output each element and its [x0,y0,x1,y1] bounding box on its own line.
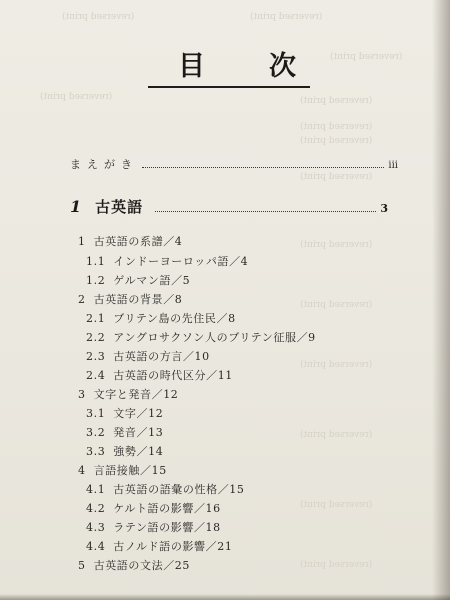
binding-shadow [432,0,450,600]
subsection-title: ゲルマン語／5 [113,274,191,287]
subsection-number: 4.1 [86,483,106,496]
subsection-number: 3.1 [86,407,106,420]
toc-preface [70,156,398,172]
subsection-number: 4.2 [86,502,106,515]
page-title [178,44,296,83]
subsection-number: 2.2 [86,331,106,344]
subsection-number: 2.1 [86,312,106,325]
toc-section [78,462,167,478]
toc-subsection [86,405,163,421]
toc-subsection [86,500,221,516]
toc-subsection [86,424,163,440]
section-title: 古英語の系譜／4 [93,235,183,248]
section-title: 言語接触／15 [93,464,167,477]
section-number: 1 [78,235,86,248]
toc-chapter [70,196,388,217]
preface-page: iii [388,160,398,171]
toc-section [78,291,182,307]
section-number: 5 [78,559,86,572]
toc-section [78,386,178,402]
chapter-number: 1 [70,197,82,216]
subsection-number: 2.4 [86,369,106,382]
toc-subsection [86,329,316,345]
subsection-title: ケルト語の影響／16 [113,502,221,515]
subsection-title: 古英語の時代区分／11 [113,369,233,382]
toc-subsection [86,348,210,364]
leader-dots [155,210,376,212]
subsection-number: 1.2 [86,274,106,287]
leader-dots [142,166,384,168]
subsection-title: アングロサクソン人のブリテン征服／9 [113,331,316,344]
section-number: 3 [78,388,86,401]
toc-subsection [86,367,233,383]
toc-subsection [86,443,163,459]
toc-section [78,557,190,573]
subsection-title: 古英語の語彙の性格／15 [113,483,245,496]
subsection-title: 強勢／14 [113,445,164,458]
subsection-title: 文字／12 [113,407,164,420]
section-title: 文字と発音／12 [93,388,179,401]
toc-subsection [86,253,248,269]
toc-subsection [86,519,221,535]
toc-subsection [86,310,236,326]
title-underline [148,86,310,88]
subsection-title: ブリテン島の先住民／8 [113,312,236,325]
subsection-number: 3.2 [86,426,106,439]
toc-subsection [86,272,190,288]
subsection-title: インドーヨーロッパ語／4 [113,255,249,268]
subsection-number: 4.3 [86,521,106,534]
toc-subsection [86,481,245,497]
subsection-title: 古英語の方言／10 [113,350,210,363]
section-number: 4 [78,464,86,477]
section-number: 2 [78,293,86,306]
subsection-number: 1.1 [86,255,106,268]
preface-label: まえがき [70,158,138,171]
page-title-char: 次 [269,51,296,82]
chapter-title: 古英語 [95,198,144,216]
toc-subsection [86,538,232,554]
subsection-title: 古ノルド語の影響／21 [113,540,233,553]
subsection-number: 4.4 [86,540,106,553]
subsection-title: 発音／13 [113,426,164,439]
page-bottom-edge [0,594,450,600]
toc-section [78,233,182,249]
section-title: 古英語の背景／8 [93,293,183,306]
page-title-char: 目 [178,51,205,82]
subsection-title: ラテン語の影響／18 [113,521,221,534]
subsection-number: 2.3 [86,350,106,363]
section-title: 古英語の文法／25 [93,559,191,572]
subsection-number: 3.3 [86,445,106,458]
chapter-page: 3 [380,202,388,215]
show-through-text: (reversed print) (reversed print) (reversed print) (reversed print) (reversed print) (reversed print) (reversed print) (reversed print) (reversed print) (reversed print) (reversed print) (reversed print) (reversed print) (reversed print) [40,12,403,570]
